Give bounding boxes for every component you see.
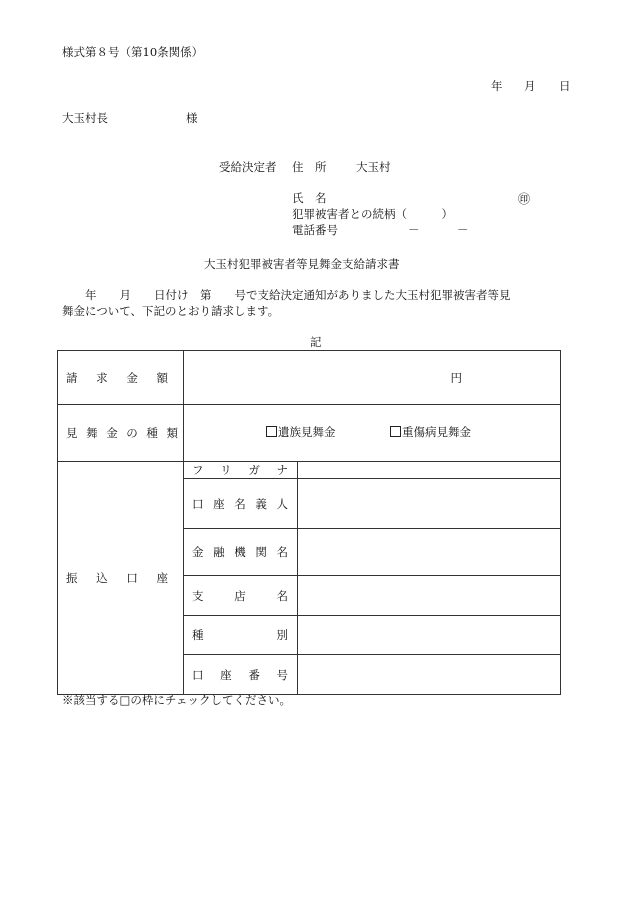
document-title: 大玉村犯罪被害者等見舞金支給請求書 — [204, 257, 400, 271]
checkbox-icon[interactable] — [266, 426, 277, 437]
furigana-row — [58, 462, 561, 479]
body-text-line-2: 舞金について、下記のとおり請求します。 — [62, 304, 280, 318]
type-label: 見 舞 金 の 種 類 — [58, 405, 184, 462]
bank-name-input[interactable] — [298, 529, 561, 576]
branch-name-label: 支 店 名 — [184, 576, 298, 616]
transfer-account-label: 振 込 口 座 — [58, 462, 184, 695]
ki-heading: 記 — [310, 335, 322, 349]
amount-label: 請 求 金 額 — [58, 351, 184, 405]
checkbox-serious-injury[interactable] — [390, 426, 471, 439]
checkbox-bereaved[interactable] — [266, 426, 336, 439]
type-row — [58, 405, 561, 462]
account-number-input[interactable] — [298, 655, 561, 695]
furigana-input[interactable] — [298, 462, 561, 479]
date-month-label: 月 — [524, 79, 536, 93]
date-day-label: 日 — [559, 79, 571, 93]
address-label: 住 所 — [292, 160, 327, 174]
phone-label: 電話番号 — [292, 223, 338, 237]
addressee: 大玉村長 — [62, 111, 108, 125]
account-type-input[interactable] — [298, 616, 561, 655]
name-label: 氏 名 — [292, 191, 327, 205]
option-bereaved-label: 遺族見舞金 — [278, 425, 336, 439]
honorific: 様 — [186, 111, 198, 125]
relation-label: 犯罪被害者との続柄（ ） — [292, 207, 453, 221]
type-options-cell — [184, 405, 561, 462]
request-form-table — [57, 350, 561, 695]
footer-note: ※該当する□の枠にチェックしてください。 — [62, 693, 292, 707]
applicant-role-label: 受給決定者 — [219, 160, 277, 174]
account-holder-input[interactable] — [298, 479, 561, 529]
account-holder-label: 口 座 名 義 人 — [184, 479, 298, 529]
checkbox-icon[interactable] — [390, 426, 401, 437]
branch-name-input[interactable] — [298, 576, 561, 616]
phone-dash: － — [408, 223, 420, 237]
seal-mark: ㊞ — [518, 192, 531, 206]
account-number-label: 口 座 番 号 — [184, 655, 298, 695]
date-year-label: 年 — [491, 79, 503, 93]
form-number: 様式第８号（第10条関係） — [62, 45, 204, 59]
account-type-label: 種 別 — [184, 616, 298, 655]
amount-row — [58, 351, 561, 405]
furigana-label: フ リ ガ ナ — [184, 462, 298, 479]
body-text-line-1: 年 月 日付け 第 号で支給決定通知がありました大玉村犯罪被害者等見 — [62, 288, 511, 302]
option-injury-label: 重傷病見舞金 — [402, 425, 471, 439]
address-value: 大玉村 — [356, 160, 391, 174]
yen-unit: 円 — [450, 370, 462, 385]
phone-dash: － — [457, 223, 469, 237]
bank-name-label: 金 融 機 関 名 — [184, 529, 298, 576]
amount-input-cell[interactable] — [184, 351, 561, 405]
